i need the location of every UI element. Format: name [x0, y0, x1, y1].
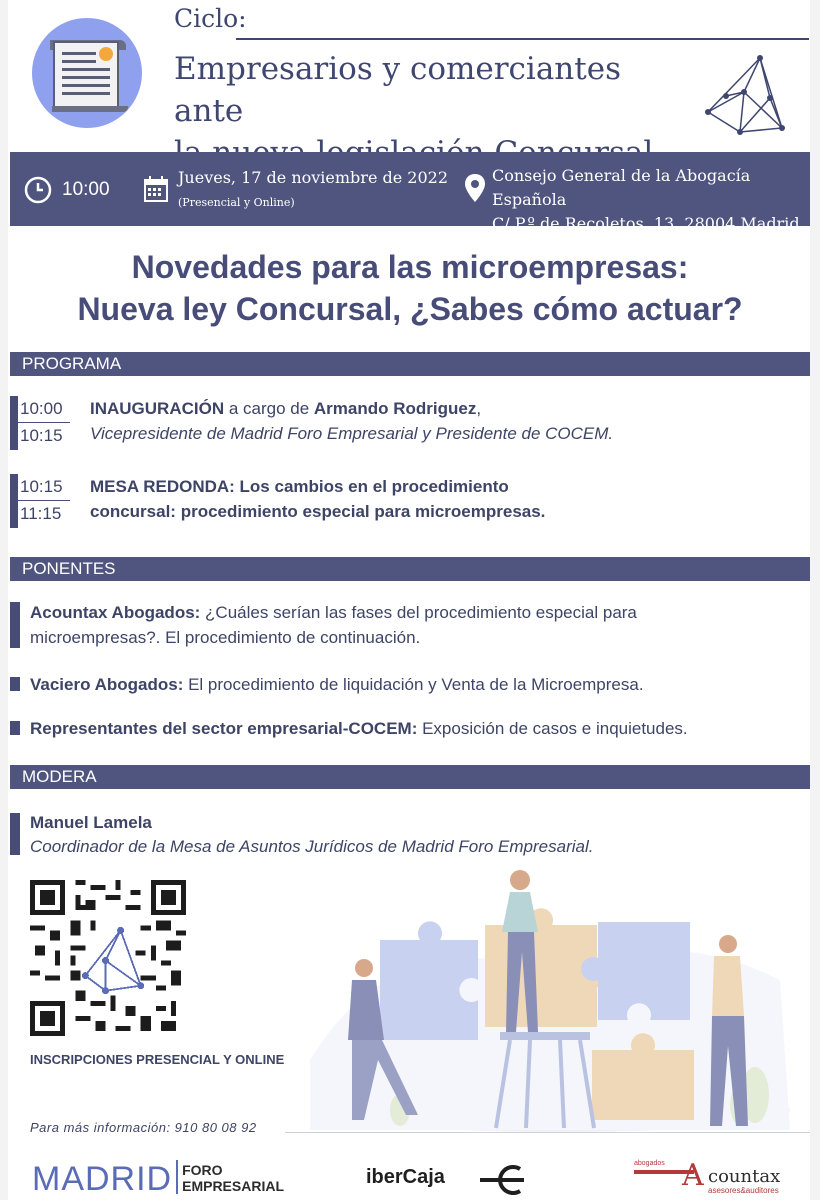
acountax-letter: A [682, 1158, 704, 1193]
event-date: Jueves, 17 de noviembre de 2022 [178, 168, 449, 187]
speaker-topic: El procedimiento de liquidación y Venta de la Microempresa. [183, 675, 644, 694]
ibercaja-mark-icon [480, 1165, 534, 1195]
cycle-label: Ciclo: [174, 4, 247, 33]
logo-foro: FORO [182, 1162, 223, 1178]
programme-item-title: INAUGURACIÓN [90, 399, 225, 418]
left-margin [0, 0, 8, 1200]
speaker-marker [10, 602, 20, 648]
logo-madrid-stack [182, 1162, 284, 1194]
programme-item-speaker: Armando Rodriguez [313, 399, 477, 418]
speaker-topic: ¿Cuáles serían las fases del procedimiento especial para [200, 603, 637, 622]
programme-end-time: 10:15 [10, 423, 70, 450]
venue-line: Consejo General de la Abogacía Española [492, 166, 751, 209]
programme-item-punct: , [476, 399, 482, 418]
logo-empresarial: EMPRESARIAL [182, 1178, 285, 1194]
speaker-topic-cont: microempresas?. El procedimiento de continuación. [30, 628, 421, 647]
acountax-logo [634, 1158, 794, 1194]
clock-icon [24, 176, 52, 204]
main-title [10, 246, 810, 330]
network-logo-icon [700, 52, 790, 142]
madrid-foro-empresarial-logo [32, 1160, 284, 1199]
programme-end-time: 11:15 [10, 501, 70, 528]
venue-line: C/ P.º de Recoletos, 13, 28004 Madrid [492, 214, 800, 233]
registration-label: INSCRIPCIONES PRESENCIAL Y ONLINE [30, 1052, 285, 1067]
calendar-icon [144, 176, 168, 202]
acountax-top: abogados [634, 1160, 665, 1167]
speaker-item [30, 716, 790, 741]
speaker-line [30, 600, 790, 625]
acountax-sub: asesores&auditores [708, 1186, 779, 1195]
header-divider [236, 38, 809, 40]
programme-item-text: a cargo de [224, 399, 314, 418]
acountax-word: countax [708, 1166, 781, 1187]
right-margin [810, 0, 820, 1200]
moderator-name: Manuel Lamela [30, 813, 152, 832]
puzzle-team-illustration [300, 860, 800, 1132]
logo-separator [176, 1160, 178, 1194]
event-time: 10:00 [62, 179, 110, 200]
speaker-item [30, 672, 790, 697]
programme-start-time: 10:00 [10, 396, 70, 423]
speaker-name: Representantes del sector empresarial-COCEM: [30, 719, 418, 738]
section-heading-ponentes: PONENTES [10, 557, 810, 581]
document-icon [32, 18, 142, 128]
programme-start-time: 10:15 [10, 474, 70, 501]
footer-divider [285, 1132, 810, 1133]
location-pin-icon [465, 174, 485, 202]
moderator-role: Coordinador de la Mesa de Asuntos Jurídicos de Madrid Foro Empresarial. [30, 837, 594, 856]
contact-info: Para más información: 910 80 08 92 [30, 1120, 257, 1135]
cycle-title-line: Empresarios y comerciantes ante [174, 51, 621, 129]
speaker-topic: Exposición de casos e inquietudes. [417, 719, 688, 738]
logo-madrid-word: MADRID [32, 1160, 173, 1198]
speaker-name: Acountax Abogados: [30, 603, 201, 622]
programme-item-line: concursal: procedimiento especial para microempresas. [90, 502, 546, 521]
main-title-line: Nueva ley Concursal, ¿Sabes cómo actuar? [77, 291, 743, 327]
speaker-item [30, 600, 790, 650]
moderator-marker [10, 813, 20, 855]
programme-item [90, 474, 790, 524]
programme-item-line: MESA REDONDA: Los cambios en el procedimiento [90, 477, 509, 496]
programme-item-subtitle: Vicepresidente de Madrid Foro Empresarial y Presidente de COCEM. [90, 424, 614, 443]
programme-item-line [90, 396, 790, 421]
main-title-line: Novedades para las microempresas: [131, 249, 689, 285]
speaker-marker [10, 677, 20, 691]
event-mode: (Presencial y Online) [178, 196, 295, 209]
event-venue [492, 164, 810, 236]
section-heading-modera: MODERA [10, 765, 810, 789]
ibercaja-logo: iberCaja [366, 1166, 445, 1188]
speaker-marker [10, 721, 20, 735]
section-heading-programa: PROGRAMA [10, 352, 810, 376]
speaker-name: Vaciero Abogados: [30, 675, 184, 694]
event-info-band [10, 152, 810, 233]
registration-qr-code[interactable] [30, 880, 186, 1036]
programme-item [90, 396, 790, 446]
